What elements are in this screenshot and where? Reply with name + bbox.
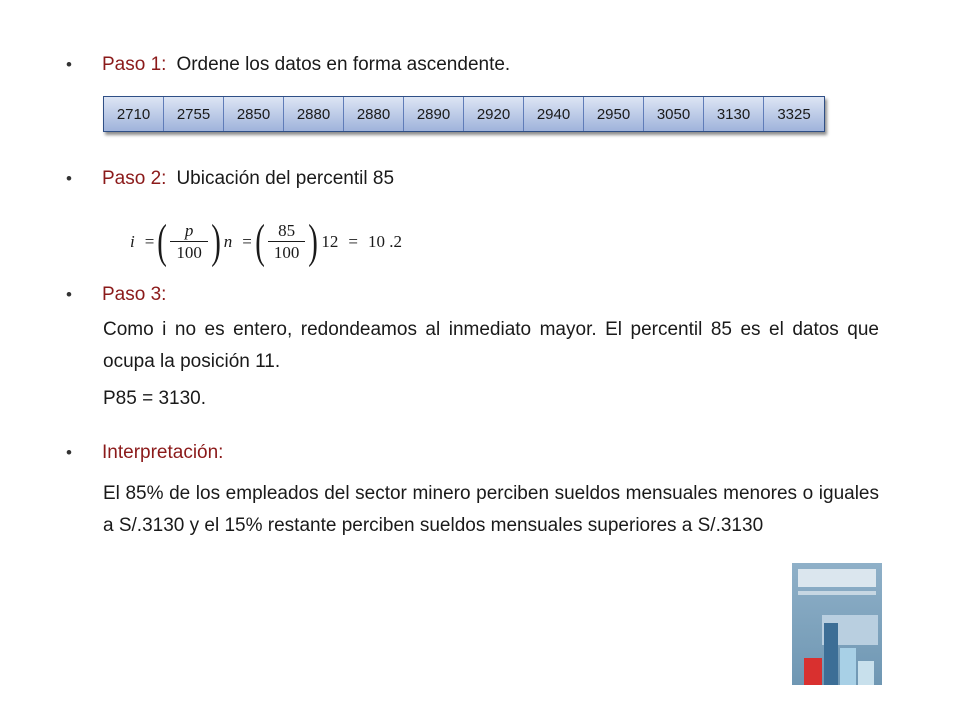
paso1-text: Ordene los datos en forma ascendente. [176,54,511,75]
paso3-row [66,284,166,306]
data-cell: 2920 [464,97,524,131]
formula-equals: = [144,232,155,251]
bullet-icon: • [66,169,72,188]
paso2-heading: Paso 2: [102,168,167,189]
data-cell: 3050 [644,97,704,131]
bullet-icon: • [66,55,72,74]
formula-equals: = [242,232,252,251]
interpretacion-row [66,442,223,464]
data-cell: 2880 [284,97,344,131]
formula-result: 10 .2 [367,232,402,251]
paso1-row [66,54,510,76]
formula-p: p [184,220,194,240]
paso1-heading: Paso 1: [102,54,167,75]
formula-100: 100 [170,241,208,264]
book-cover-image [792,563,882,685]
paso2-row [66,168,394,190]
paso3-result: P85 = 3130. [103,388,207,409]
bullet-icon: • [66,285,72,304]
data-cell: 2755 [164,97,224,131]
sorted-data-strip [103,96,825,132]
data-cell: 2940 [524,97,584,131]
bullet-icon: • [66,443,72,462]
data-cell: 2950 [584,97,644,131]
data-cell: 2850 [224,97,284,131]
formula-n: n [223,232,233,251]
formula-85: 85 [278,220,296,240]
formula-12: 12 [321,232,339,251]
percentile-formula [130,215,402,268]
data-cell: 2880 [344,97,404,131]
fraction-p-over-100: ( $\frac{p}{100}$ ) [157,215,221,268]
data-cell: 2890 [404,97,464,131]
paso3-body: Como i no es entero, redondeamos al inmediato mayor. El percentil 85 es el datos que ocupa la posición 11. [103,319,879,372]
fraction-85-over-100: ( $\frac{85}{100}$ ) [255,215,319,268]
data-cell: 2710 [104,97,164,131]
interpretacion-body: El 85% de los empleados del sector minero perciben sueldos mensuales menores o iguales a S/.3130 y el 15% restante perciben sueldos mensuales superiores a S/.3130 [103,483,879,536]
paso2-text: Ubicación del percentil 85 [176,168,395,189]
data-cell: 3325 [764,97,824,131]
formula-i: i [130,232,135,251]
formula-100: 100 [268,241,306,264]
paso3-heading: Paso 3: [102,284,167,305]
data-cell: 3130 [704,97,764,131]
interpretacion-heading: Interpretación: [102,442,224,463]
formula-equals: = [348,232,358,251]
